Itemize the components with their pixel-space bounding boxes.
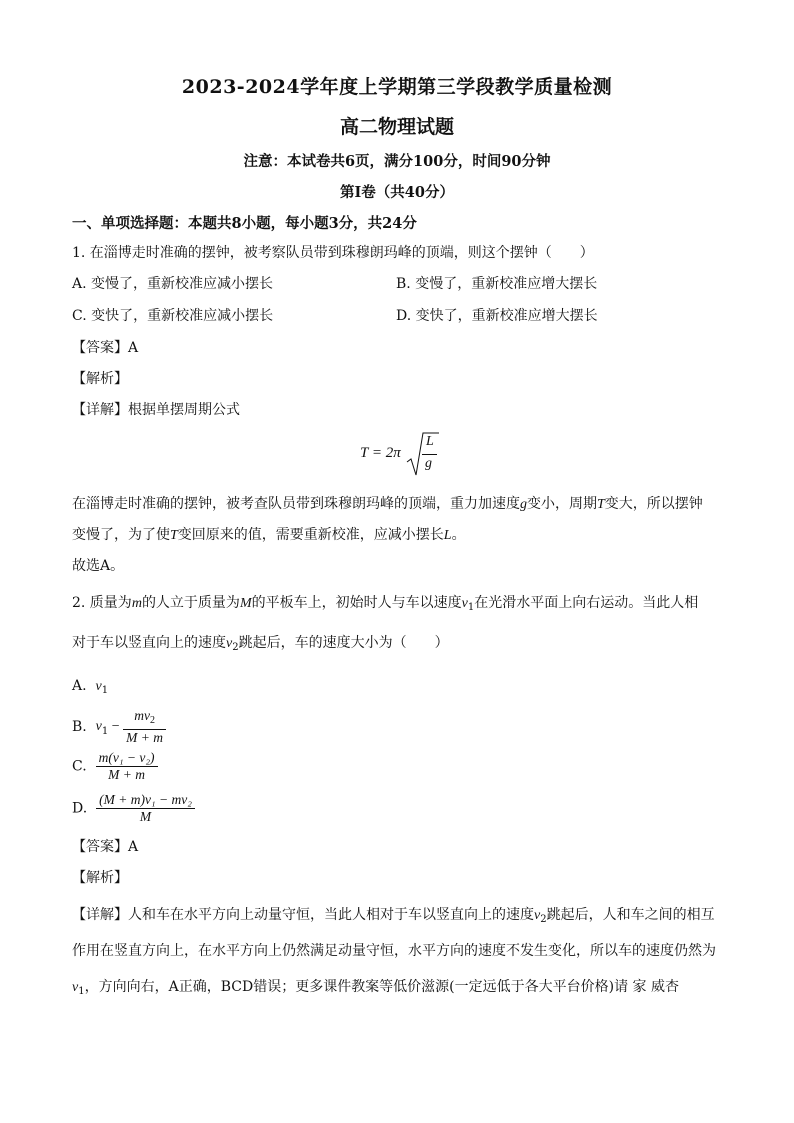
symbol-g: g — [520, 497, 527, 512]
formula-denominator: g — [425, 456, 432, 471]
subscript: 1 — [78, 986, 85, 997]
option-label: D. — [72, 800, 88, 817]
answer-label: 【答案】 — [72, 839, 128, 855]
fraction-numerator: (M + m)v₁ − mv₂ — [99, 792, 192, 807]
option-label: C. — [72, 758, 87, 775]
stem-text: 在光滑水平面上向右运动。当此人相 — [474, 595, 699, 611]
exam-notice: 注意：本试卷共6页，满分100分，时间90分钟 — [243, 153, 551, 170]
fraction-numerator: m(v₁ − v₂) — [98, 750, 155, 765]
subscript: 1 — [101, 685, 109, 696]
question-2-option-c — [72, 750, 158, 783]
sqrt-sign — [406, 432, 440, 478]
symbol-v2: v — [534, 908, 541, 923]
question-1-detail — [72, 400, 240, 420]
symbol-T: T — [597, 497, 605, 512]
detail-label: 【详解】 — [72, 907, 128, 923]
stem-text: 对于车以竖直向上的速度 — [72, 635, 226, 651]
question-1-option-c: C. 变快了，重新校准应减小摆长 — [72, 308, 274, 324]
stem-text: 的人立于质量为 — [141, 595, 240, 611]
question-1-explain-line2 — [72, 525, 466, 546]
question-2-analysis-label: 【解析】 — [72, 870, 128, 886]
symbol-v1: v — [95, 719, 102, 734]
question-2-answer — [72, 837, 138, 857]
question-1-option-b: B. 变慢了，重新校准应增大摆长 — [396, 276, 598, 292]
option-c-fraction — [96, 750, 158, 783]
explain-text: 。 — [451, 527, 466, 543]
detail-text: 跳起后，人和车之间的相互 — [546, 907, 715, 923]
symbol-T: T — [170, 528, 178, 543]
explain-text: 在淄博走时准确的摆钟，被考查队员带到珠穆朗玛峰的顶端，重力加速度 — [72, 496, 520, 512]
symbol-v2: v — [226, 636, 233, 651]
question-1-analysis-label: 【解析】 — [72, 371, 128, 387]
symbol-M: M — [239, 596, 252, 611]
subscript: 2 — [149, 715, 155, 726]
subscript: 2 — [540, 914, 547, 925]
option-label: B. — [72, 719, 87, 735]
symbol-L: L — [443, 528, 452, 543]
detail-intro: 根据单摆周期公式 — [128, 402, 240, 418]
detail-label: 【详解】 — [72, 402, 128, 418]
question-1-answer — [72, 338, 138, 358]
answer-value: A — [128, 839, 139, 855]
stem-text: 跳起后，车的速度大小为（ ） — [238, 635, 449, 651]
subscript: 2 — [232, 642, 239, 653]
question-2-stem-line2 — [72, 633, 449, 658]
question-1-option-d: D. 变快了，重新校准应增大摆长 — [396, 308, 598, 324]
formula-fraction-bar — [422, 454, 437, 455]
question-2-detail-line1 — [72, 905, 715, 930]
subscript: 1 — [101, 726, 109, 737]
question-2-detail-line2: 作用在竖直方向上，在水平方向上仍然满足动量守恒，水平方向的速度不发生变化，所以车的速度仍然为 — [72, 943, 716, 959]
question-2-option-b — [72, 708, 166, 746]
question-2-stem-line1 — [72, 593, 698, 618]
fraction-denominator: M — [96, 808, 195, 825]
explain-text: 变慢了，为了使 — [72, 527, 170, 543]
question-1-explain-line1 — [72, 494, 703, 515]
stem-text: 2. 质量为 — [72, 595, 132, 611]
section-heading: 一、单项选择题：本题共8小题，每小题3分，共24分 — [72, 215, 417, 232]
formula-numerator: L — [426, 434, 434, 449]
question-2-detail-line3 — [72, 977, 679, 1002]
exam-subtitle: 高二物理试题 — [339, 116, 454, 138]
answer-label: 【答案】 — [72, 340, 128, 356]
fraction-numerator: mv — [134, 708, 150, 723]
minus-sign: − — [108, 719, 124, 734]
question-2-option-d — [72, 792, 195, 825]
option-d-fraction — [96, 792, 195, 825]
subscript: 1 — [467, 602, 475, 613]
option-label: A. — [72, 678, 87, 694]
symbol-v1: v — [72, 980, 79, 995]
answer-value: A — [128, 340, 139, 356]
symbol-v1: v — [461, 596, 468, 611]
explain-text: 变大，所以摆钟 — [604, 496, 703, 512]
volume-heading: 第I卷（共40分） — [340, 184, 454, 201]
question-1-stem: 1. 在淄博走时准确的摆钟，被考察队员带到珠穆朗玛峰的顶端，则这个摆钟（ ） — [72, 245, 594, 261]
exam-title: 2023-2024学年度上学期第三学段教学质量检测 — [181, 76, 613, 98]
fraction-denominator: M + m — [123, 729, 166, 746]
symbol-m: m — [131, 596, 142, 611]
stem-text: 的平板车上，初始时人与车以速度 — [251, 595, 462, 611]
explain-text: 变回原来的值，需要重新校准，应减小摆长 — [177, 527, 444, 543]
question-2-option-a — [72, 676, 108, 701]
detail-text: ，方向向右，A正确，BCD错误；更多课件教案等低价滋源(一定远低于各大平台价格)请 家 威杏 — [84, 979, 680, 995]
question-1-conclusion: 故选A。 — [72, 558, 125, 574]
explain-text: 变小，周期 — [527, 496, 597, 512]
detail-text: 人和车在水平方向上动量守恒，当此人相对于车以竖直向上的速度 — [128, 907, 534, 923]
question-1-option-a: A. 变慢了，重新校准应减小摆长 — [72, 276, 274, 292]
formula-lhs: T = 2π — [360, 445, 401, 461]
symbol-v1: v — [95, 679, 102, 694]
option-b-fraction — [123, 708, 166, 746]
fraction-denominator: M + m — [96, 766, 158, 783]
